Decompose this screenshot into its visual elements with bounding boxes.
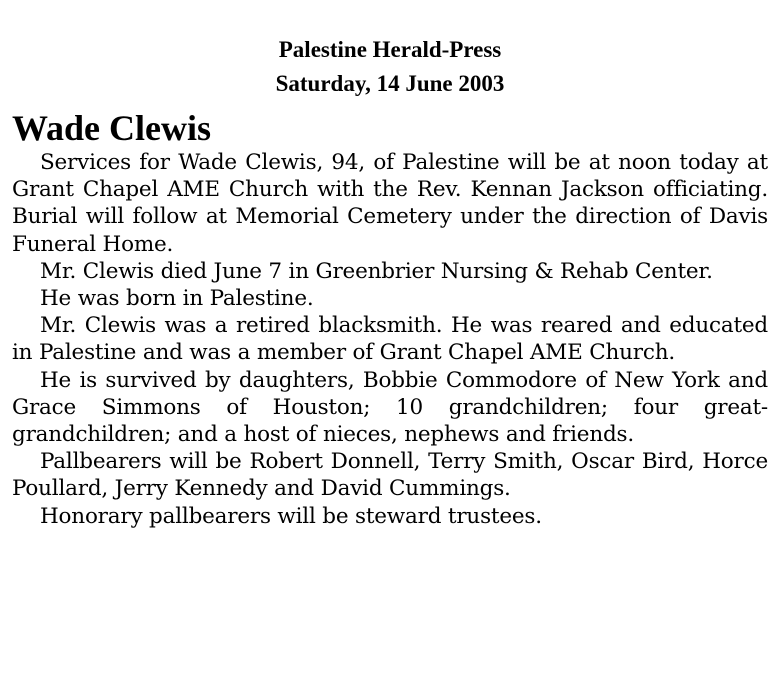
obituary-paragraph-services: Services for Wade Clewis, 94, of Palestine will be at noon today at Grant Chapel AME Church with the Rev. Kennan Jackson officiating. Burial will follow at Memorial Cemetery under the direction of Davis Funeral Home.	[12, 150, 768, 257]
obituary-title: Wade Clewis	[12, 108, 212, 148]
obituary-paragraph-life: Mr. Clewis was a retired blacksmith. He was reared and educated in Palestine and was a member of Grant Chapel AME Church.	[12, 313, 768, 366]
publication-name: Palestine Herald-Press	[278, 37, 502, 62]
obituary-paragraph-honorary: Honorary pallbearers will be steward trustees.	[40, 503, 542, 529]
publication-date: Saturday, 14 June 2003	[275, 71, 505, 96]
masthead	[12, 33, 768, 101]
obituary-paragraph-death: Mr. Clewis died June 7 in Greenbrier Nursing & Rehab Center.	[40, 258, 713, 284]
obituary-body	[12, 149, 768, 530]
obituary-paragraph-pallbearers: Pallbearers will be Robert Donnell, Terry Smith, Oscar Bird, Horce Poullard, Jerry Kennedy and David Cummings.	[12, 449, 768, 502]
obituary-paragraph-birth: He was born in Palestine.	[40, 286, 314, 312]
obituary-paragraph-survivors: He is survived by daughters, Bobbie Commodore of New York and Grace Simmons of Houston; 10 grandchildren; four great-grandchildren; and a host of nieces, nephews and friends.	[12, 367, 768, 448]
